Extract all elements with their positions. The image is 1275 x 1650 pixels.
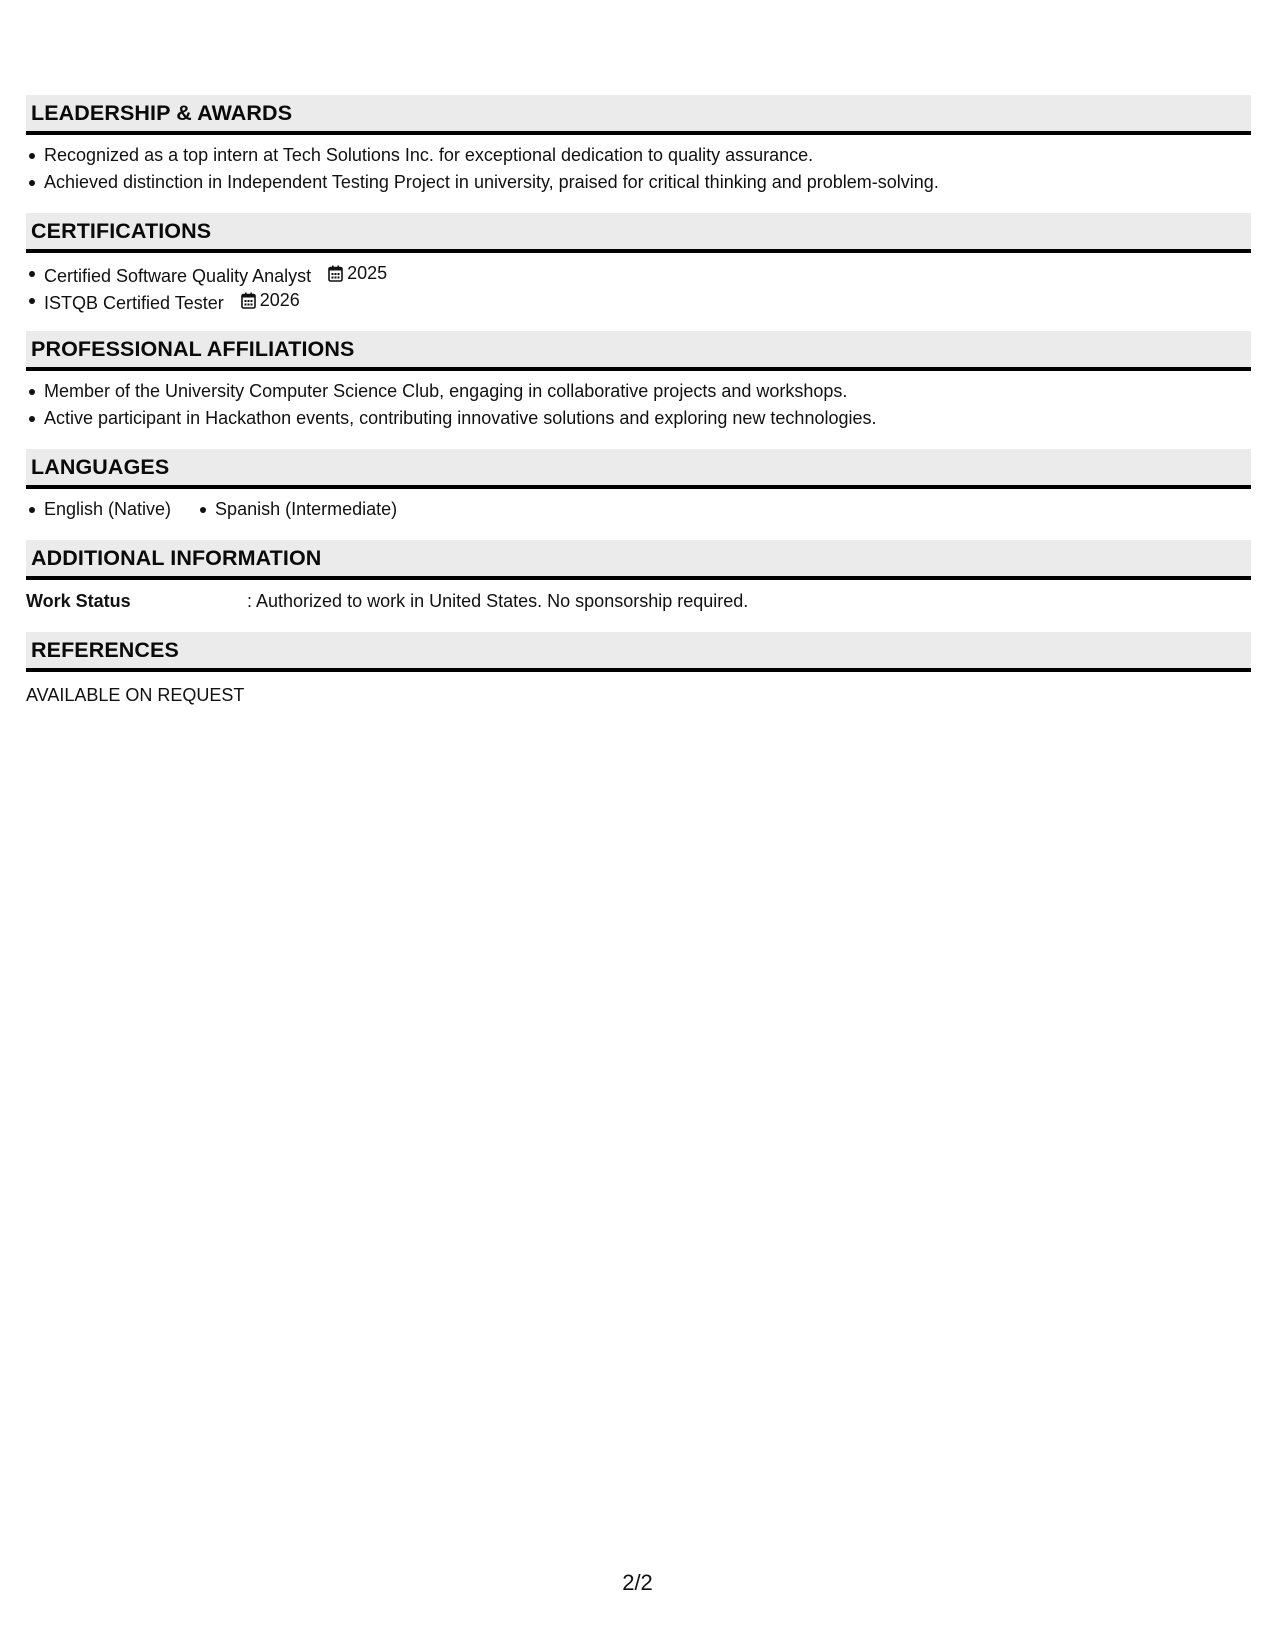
section-header bbox=[26, 213, 1251, 253]
section-title: LANGUAGES bbox=[31, 454, 170, 479]
certifications-list bbox=[26, 260, 1251, 314]
leadership-list bbox=[26, 142, 1251, 196]
section-title: PROFESSIONAL AFFILIATIONS bbox=[31, 336, 355, 361]
info-value: : Authorized to work in United States. No sponsorship required. bbox=[247, 591, 749, 611]
certification-date bbox=[328, 260, 387, 287]
certification-name: ISTQB Certified Tester bbox=[44, 293, 224, 313]
info-row bbox=[26, 588, 1251, 615]
section-references bbox=[26, 632, 1251, 709]
list-item: Recognized as a top intern at Tech Solutions Inc. for exceptional dedication to quality assurance. bbox=[44, 142, 1251, 169]
section-title: LEADERSHIP & AWARDS bbox=[31, 100, 293, 125]
info-key: Work Status bbox=[26, 591, 131, 611]
section-title: REFERENCES bbox=[31, 637, 179, 662]
certification-date bbox=[241, 287, 300, 314]
list-item: English (Native) bbox=[44, 496, 171, 523]
section-leadership-awards bbox=[26, 95, 1251, 196]
list-item: Active participant in Hackathon events, contributing innovative solutions and exploring new technologies. bbox=[44, 405, 1251, 432]
section-title: ADDITIONAL INFORMATION bbox=[31, 545, 322, 570]
references-text: AVAILABLE ON REQUEST bbox=[26, 685, 245, 705]
section-header bbox=[26, 331, 1251, 371]
list-item: Member of the University Computer Science Club, engaging in collaborative projects and workshops. bbox=[44, 378, 1251, 405]
section-title: CERTIFICATIONS bbox=[31, 218, 212, 243]
section-header bbox=[26, 540, 1251, 580]
page-number: 2/2 bbox=[622, 1570, 653, 1595]
certification-year: 2026 bbox=[259, 290, 300, 310]
list-item: Spanish (Intermediate) bbox=[215, 496, 397, 523]
section-header bbox=[26, 449, 1251, 489]
list-item: Achieved distinction in Independent Testing Project in university, praised for critical thinking and problem-solving. bbox=[44, 169, 1251, 196]
list-item bbox=[44, 287, 1251, 314]
calendar-icon bbox=[241, 292, 256, 309]
languages-list bbox=[26, 496, 1251, 523]
section-header bbox=[26, 632, 1251, 672]
resume-page bbox=[26, 95, 1251, 726]
section-additional-information bbox=[26, 540, 1251, 615]
section-certifications bbox=[26, 213, 1251, 314]
certification-year: 2025 bbox=[347, 263, 388, 283]
list-item bbox=[44, 260, 1251, 287]
certification-name: Certified Software Quality Analyst bbox=[44, 266, 312, 286]
affiliations-list bbox=[26, 378, 1251, 432]
section-header bbox=[26, 95, 1251, 135]
section-professional-affiliations bbox=[26, 331, 1251, 432]
calendar-icon bbox=[328, 265, 343, 282]
section-languages bbox=[26, 449, 1251, 523]
